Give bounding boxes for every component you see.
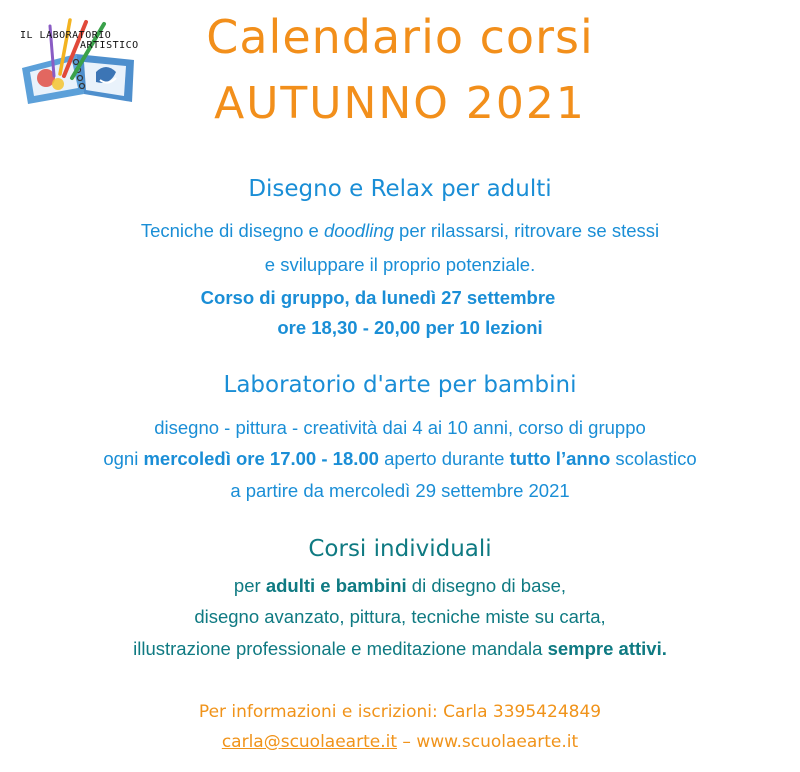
course3-line3 [0,638,800,660]
page-title: Calendario corsi [206,10,594,64]
course3-line3-part: illustrazione professionale e meditazione mandala [133,638,548,659]
course2-line2 [0,448,800,470]
course1-desc-part: per rilassarsi, ritrovare se stessi [393,220,660,241]
course2-time: mercoledì ore 17.00 - 18.00 [143,448,379,469]
course3-line1-part: per [233,575,266,596]
course2-line2-part: scolastico [610,448,697,469]
course2-line3: a partire da mercoledì 29 settembre 2021 [230,480,570,501]
course1-schedule-line2: ore 18,30 - 20,00 per 10 lezioni [277,317,543,338]
course2-line2-part: aperto durante [378,448,510,469]
contact-info-line: Per informazioni e iscrizioni: Carla 3395424849 [198,702,602,722]
course3-line1 [0,575,800,597]
course3-line2: disegno avanzato, pittura, tecniche miste su carta, [194,606,606,627]
course1-desc-part: Tecniche di disegno e [140,220,324,241]
course3-audience: adulti e bambini [265,575,407,596]
course1-desc-emphasis: doodling [323,220,394,241]
course1-schedule-line1: Corso di gruppo, da lunedì 27 settembre [200,287,556,308]
website-link[interactable]: www.scuolaearte.it [416,732,579,752]
course1-description-line2: e sviluppare il proprio potenziale. [264,254,536,275]
course1-heading: Disegno e Relax per adulti [248,176,552,202]
contact-separator: – [397,732,417,752]
logo-text-line2: ARTISTICO [80,40,139,51]
course1-description-line1 [0,220,800,242]
course2-line2-part: ogni [103,448,144,469]
email-link[interactable]: carla@scuolaearte.it [221,732,398,752]
course3-availability: sempre attivi. [547,638,667,659]
course2-duration: tutto l’anno [509,448,611,469]
course2-line1: disegno - pittura - creatività dai 4 ai 10 anni, corso di gruppo [154,417,646,438]
course3-line1-part: di disegno di base, [406,575,567,596]
page-subtitle: AUTUNNO 2021 [214,78,586,129]
logo-text-line1: IL LABORATORIO [20,30,112,41]
contact-links [0,732,800,752]
course3-heading: Corsi individuali [308,536,492,562]
course2-heading: Laboratorio d'arte per bambini [223,372,577,398]
